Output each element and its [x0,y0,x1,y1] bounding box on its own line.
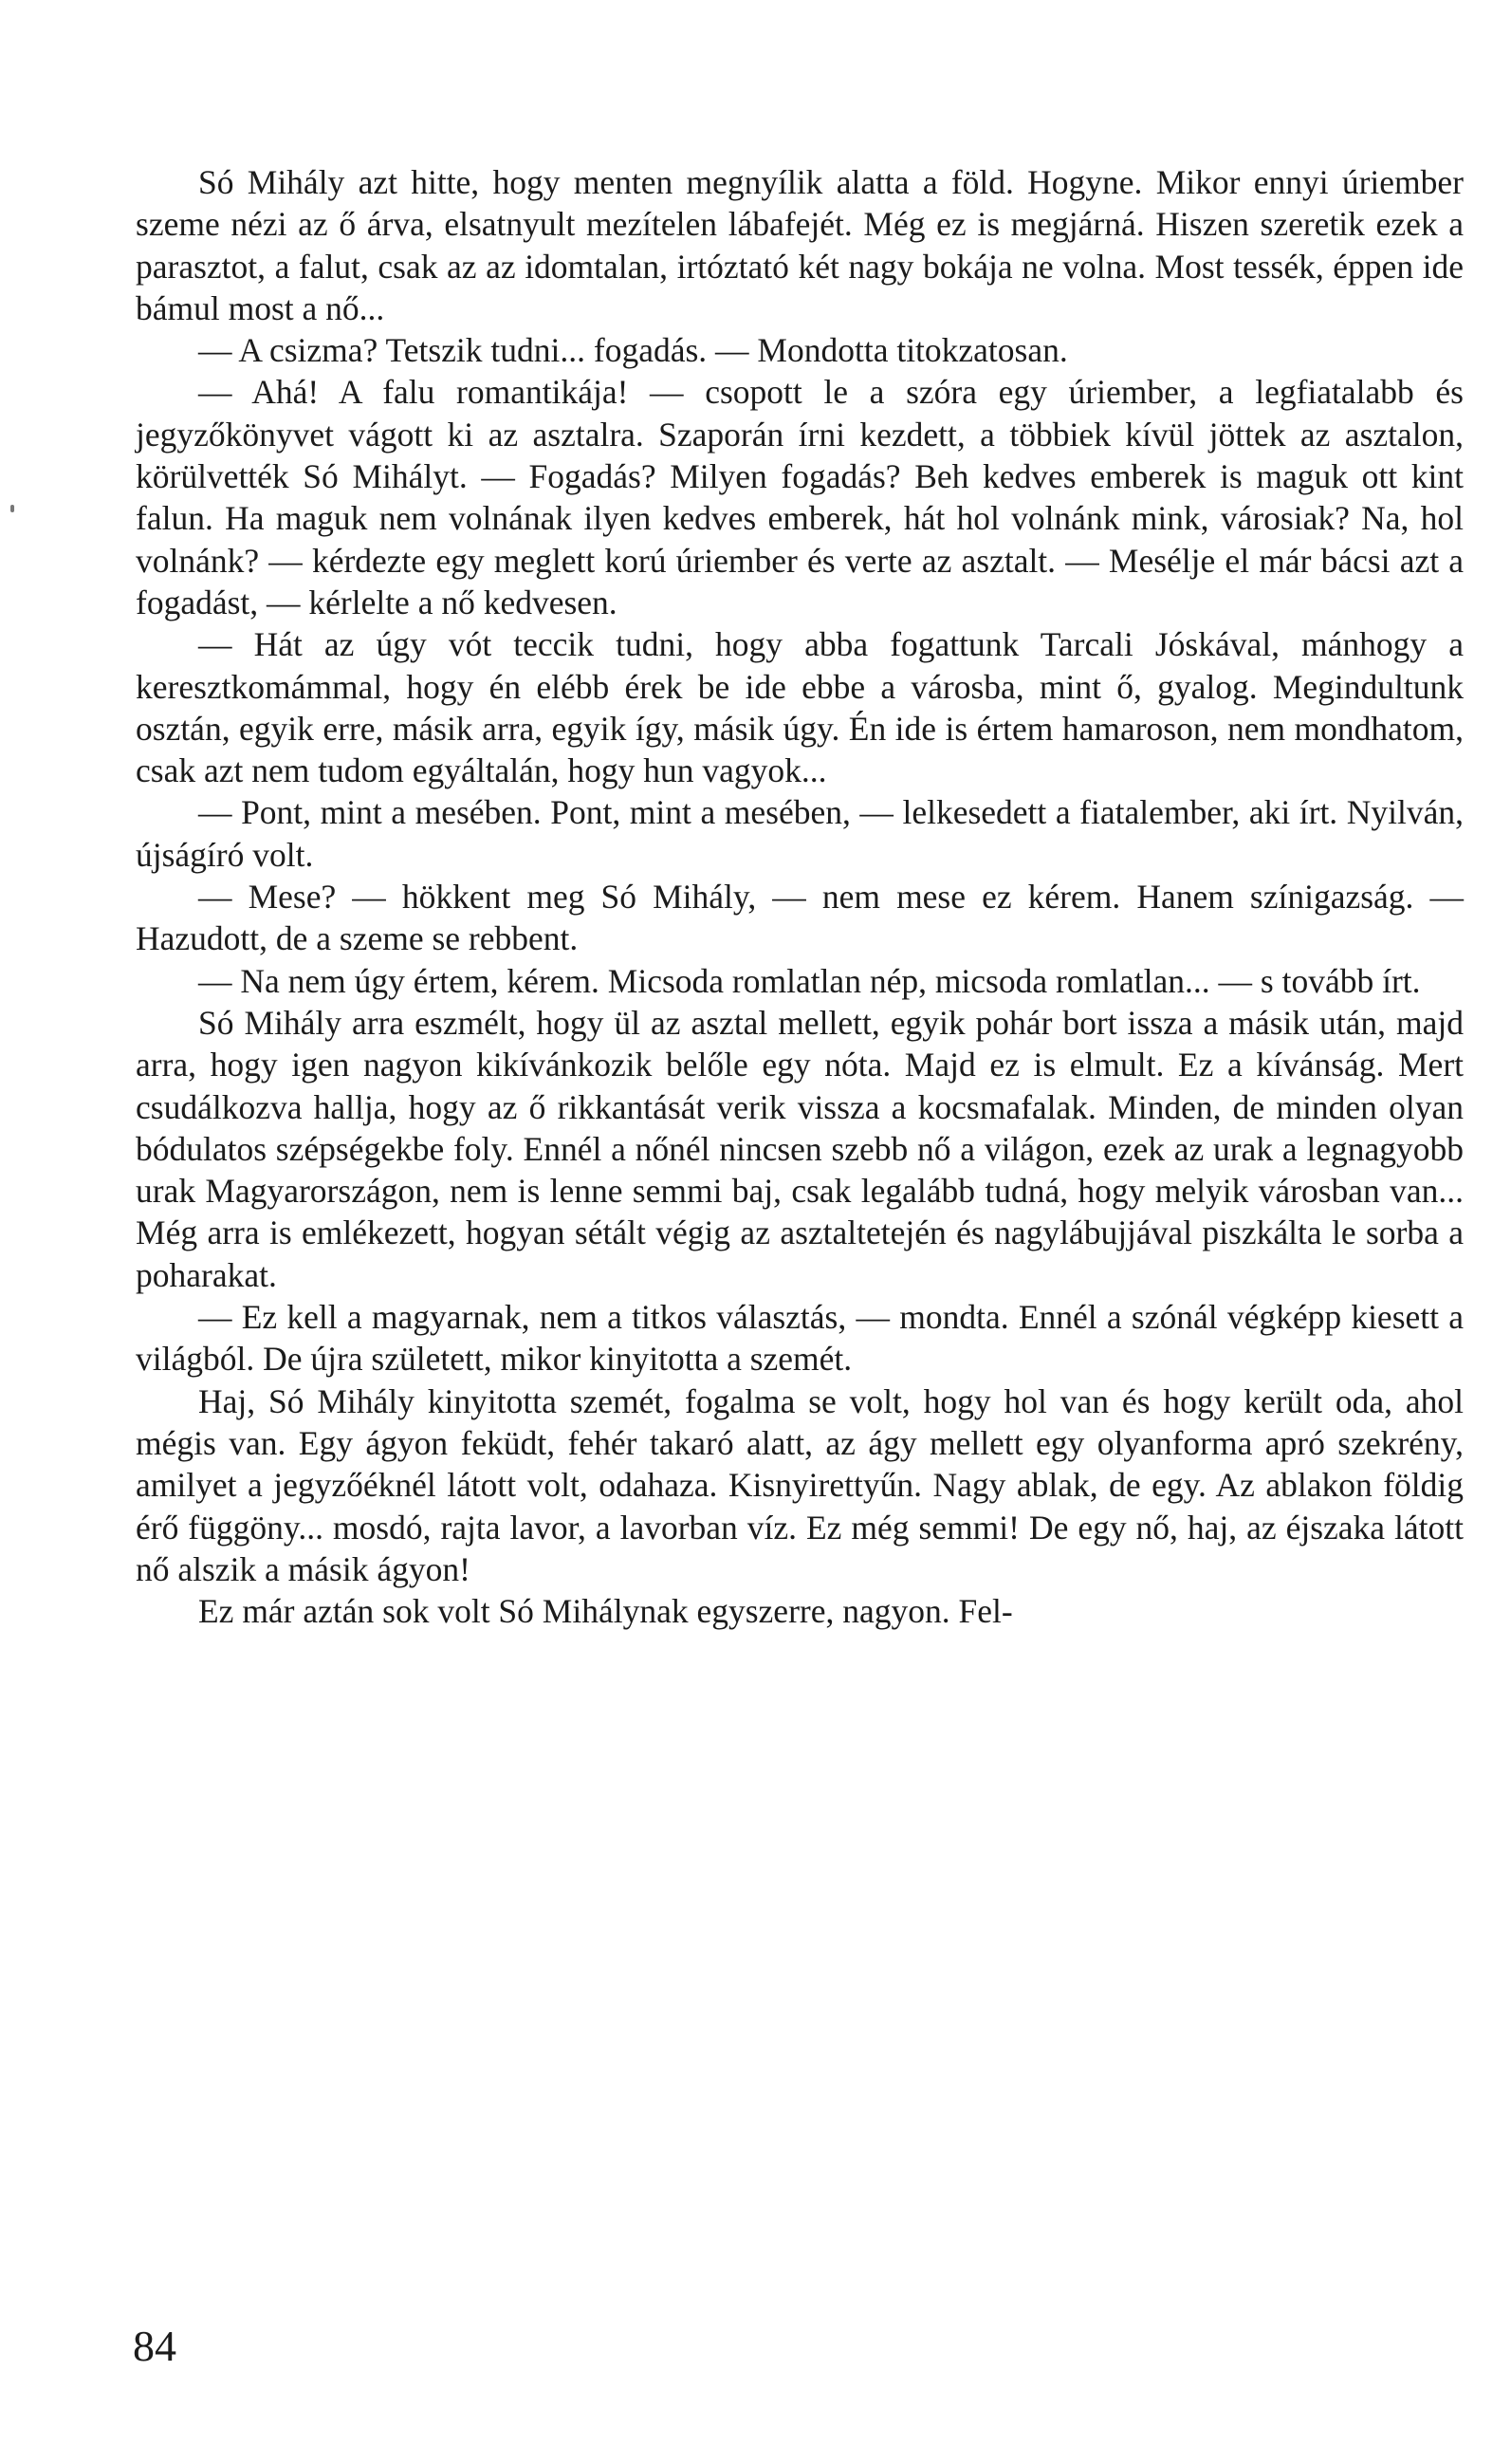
paragraph: — Ahá! A falu romantikája! — csopott le a szóra egy úriember, a legfiatalabb és jegyzőkönyvet vágott ki az asztalra. Szaporán írni kezdett, a többiek kívül jöttek az asztalon, körülvették Só Mihályt. — Fogadás? Milyen fogadás? Beh kedves emberek is maguk ott kint falun. Ha maguk nem volnának ilyen kedves emberek, hát hol volnánk mink, városiak? Na, hol volnánk? — kérdezte egy meglett korú úriember és verte az asztalt. — Mesélje el már bácsi azt a fogadást, — kérlelte a nő kedvesen. [136,373,1464,621]
paragraph: — Pont, mint a mesében. Pont, mint a mesében, — lelkesedett a fiatalember, aki írt. Nyilván, újságíró volt. [136,793,1464,874]
paragraph: — Hát az úgy vót teccik tudni, hogy abba fogattunk Tarcali Jóskával, mánhogy a keresztkomámmal, hogy én elébb érek be ide ebbe a városba, mint ő, gyalog. Megindultunk osztán, egyik erre, másik arra, egyik így, másik úgy. Én ide is értem hamaroson, nem mondhatom, csak azt nem tudom egyáltalán, hogy hun vagyok... [136,625,1464,790]
book-page-text [136,161,1464,1632]
margin-speck [10,505,14,512]
paragraph: Haj, Só Mihály kinyitotta szemét, fogalma se volt, hogy hol van és hogy került oda, ahol mégis van. Egy ágyon feküdt, fehér takaró alatt, az ágy mellett egy olyanforma apró szekrény, amilyet a jegyzőéknél látott volt, odahaza. Kisnyirettyűn. Nagy ablak, de egy. Az ablakon földig érő függöny... mosdó, rajta lavor, a lavorban víz. Ez még semmi! De egy nő, haj, az éjszaka látott nő alszik a másik ágyon! [136,1381,1464,1588]
paragraph: Só Mihály arra eszmélt, hogy ül az asztal mellett, egyik pohár bort issza a másik után, majd arra, hogy igen nagyon kikívánkozik belőle egy nóta. Majd ez is elmult. Ez a kívánság. Mert csudálkozva hallja, hogy az ő rikkantását verik vissza a kocsmafalak. Minden, de minden olyan bódulatos szépségekbe foly. Ennél a nőnél nincsen szebb nő a világon, ezek az urak a legnagyobb urak Magyarországon, nem is lenne semmi baj, csak legalább tudná, hogy melyik városban van... Még arra is emlékezett, hogyan sétált végig az asztaltetején és nagylábujjával piszkálta le sorba a poharakat. [136,1003,1464,1294]
paragraph: Só Mihály azt hitte, hogy menten megnyílik alatta a föld. Hogyne. Mikor ennyi úriember szeme nézi az ő árva, elsatnyult mezítelen lábafejét. Még ez is megjárná. Hiszen szeretik ezek a parasztot, a falut, csak az az idomtalan, irtóztató két nagy bokája ne volna. Most tessék, éppen ide bámul most a nő... [136,163,1464,327]
paragraph: — A csizma? Tetszik tudni... fogadás. — Mondotta titokzatosan. [198,331,1068,370]
page-number: 84 [133,2322,176,2370]
paragraph: Ez már aztán sok volt Só Mihálynak egyszerre, nagyon. Fel- [198,1592,1013,1631]
paragraph: — Mese? — hökkent meg Só Mihály, — nem mese ez kérem. Hanem színigazság. — Hazudott, de a szeme se rebbent. [136,878,1464,958]
paragraph: — Na nem úgy értem, kérem. Micsoda romlatlan nép, micsoda romlatlan... — s tovább írt. [198,961,1421,1000]
paragraph: — Ez kell a magyarnak, nem a titkos választás, — mondta. Ennél a szónál végképp kiesett a világból. De újra született, mikor kinyitotta a szemét. [136,1298,1464,1379]
